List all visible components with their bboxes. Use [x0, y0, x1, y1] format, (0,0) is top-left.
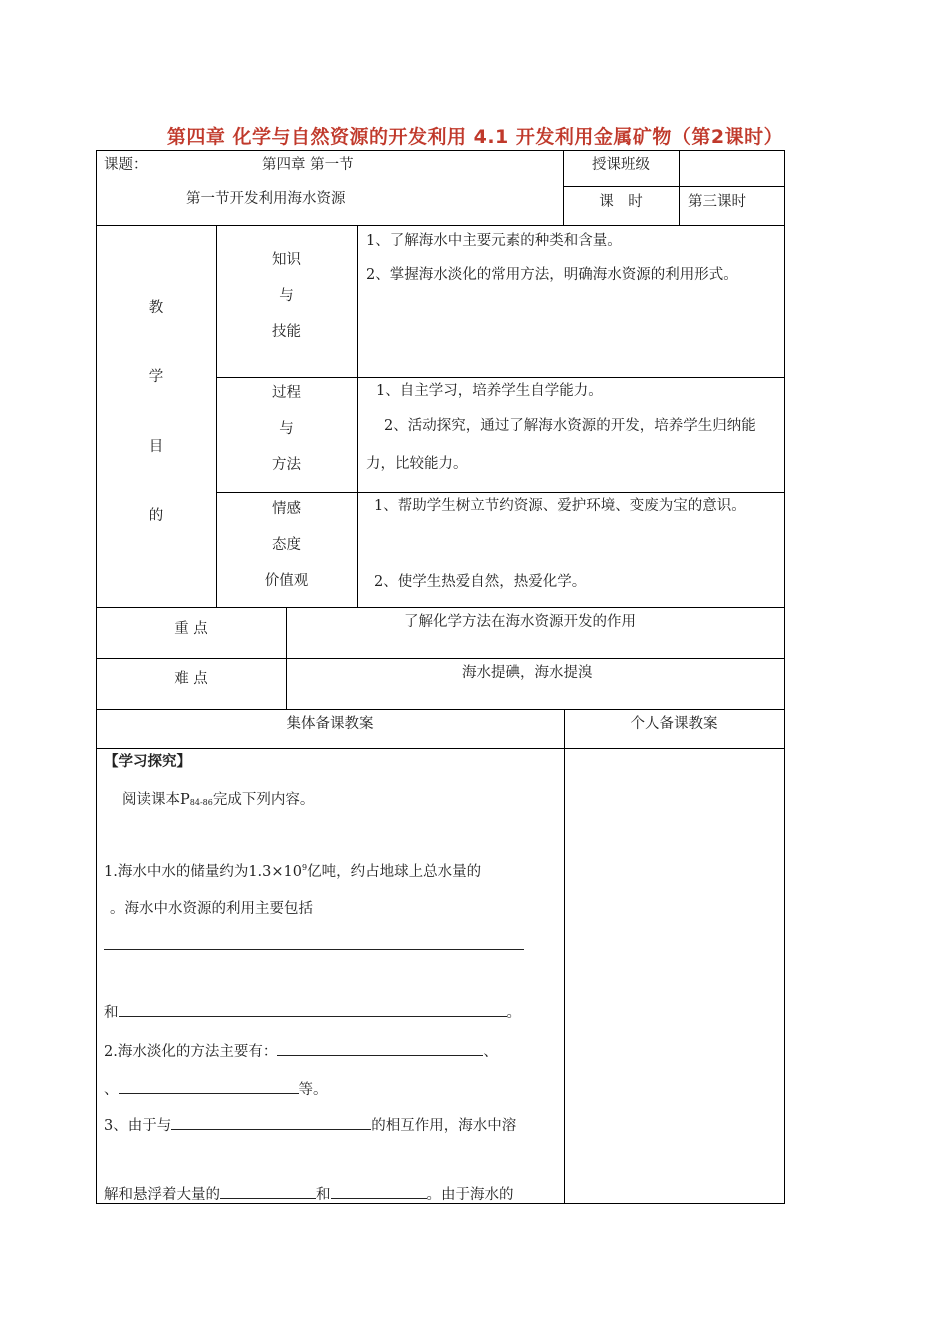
answer-blank: [331, 1184, 427, 1199]
answer-blank: [104, 949, 524, 950]
objective-label-char: 目: [148, 439, 164, 455]
answer-blank: [220, 1184, 316, 1199]
answer-blank: [277, 1041, 483, 1056]
question-2-line-2: 、 等。: [104, 1079, 328, 1099]
difficult-point-label: 难 点: [174, 671, 208, 687]
objective-item: 1、自主学习，培养学生自学能力。: [376, 383, 603, 399]
chapter-text: 第四章 第一节: [262, 157, 354, 173]
key-point-value: 了解化学方法在海水资源开发的作用: [404, 614, 636, 630]
topic-label: 课题：: [104, 157, 148, 173]
question-3-line-2: 解和悬浮着大量的 和 。由于海水的: [104, 1184, 514, 1204]
objective-category-label: 情感: [272, 501, 301, 517]
difficult-point-value: 海水提碘，海水提溴: [462, 665, 593, 681]
group-plan-header: 集体备课教案: [286, 716, 374, 732]
objective-category-label: 技能: [272, 324, 301, 340]
study-heading: 【学习探究】: [104, 753, 191, 770]
objective-category-label: 与: [279, 421, 294, 437]
objective-category-label: 过程: [272, 385, 301, 401]
objective-category-label: 价值观: [264, 573, 309, 589]
objective-category-label: 知识: [272, 252, 301, 268]
question-1-line-2: 。海水中水资源的利用主要包括: [110, 901, 313, 917]
answer-blank: [119, 1079, 299, 1094]
objective-item: 2、使学生热爱自然，热爱化学。: [374, 574, 587, 590]
period-value: 第三课时: [688, 194, 746, 210]
objective-label-char: 学: [148, 369, 164, 385]
personal-plan-header: 个人备课教案: [630, 716, 718, 732]
question-1-line-1: 1.海水中水的储量约为$1.3\times 10^9$亿吨，约占地球上总水量的: [104, 863, 482, 880]
answer-blank: [171, 1115, 371, 1130]
reading-instruction: 阅读课本$P_{84-86}$完成下列内容。: [122, 792, 315, 808]
period-label: 课 时: [599, 194, 643, 210]
objective-item: 1、了解海水中主要元素的种类和含量。: [366, 233, 622, 249]
question-3-line-1: 3、由于与 的相互作用，海水中溶: [104, 1115, 516, 1135]
objective-category-label: 方法: [272, 457, 301, 473]
answer-blank: [119, 1002, 507, 1017]
document-title: 第四章 化学与自然资源的开发利用 4.1 开发利用金属矿物（第2课时）: [166, 126, 784, 148]
objective-item: 1、帮助学生树立节约资源、爱护环境、变废为宝的意识。: [374, 498, 746, 514]
objective-item: 2、活动探究，通过了解海水资源的开发，培养学生归纳能力，比较能力。: [366, 418, 756, 472]
objective-label-char: 的: [148, 508, 164, 524]
objective-item: 2、掌握海水淡化的常用方法，明确海水资源的利用形式。: [366, 267, 738, 283]
question-1-line-3: 和 。: [104, 1002, 521, 1022]
objective-label-char: 教: [148, 300, 164, 316]
question-2-line-1: 2.海水淡化的方法主要有： 、: [104, 1041, 498, 1061]
key-point-label: 重 点: [174, 621, 208, 637]
objective-category-label: 与: [279, 288, 294, 304]
class-label: 授课班级: [592, 157, 650, 173]
section-title: 第一节开发利用海水资源: [186, 191, 346, 207]
objective-category-label: 态度: [272, 537, 301, 553]
